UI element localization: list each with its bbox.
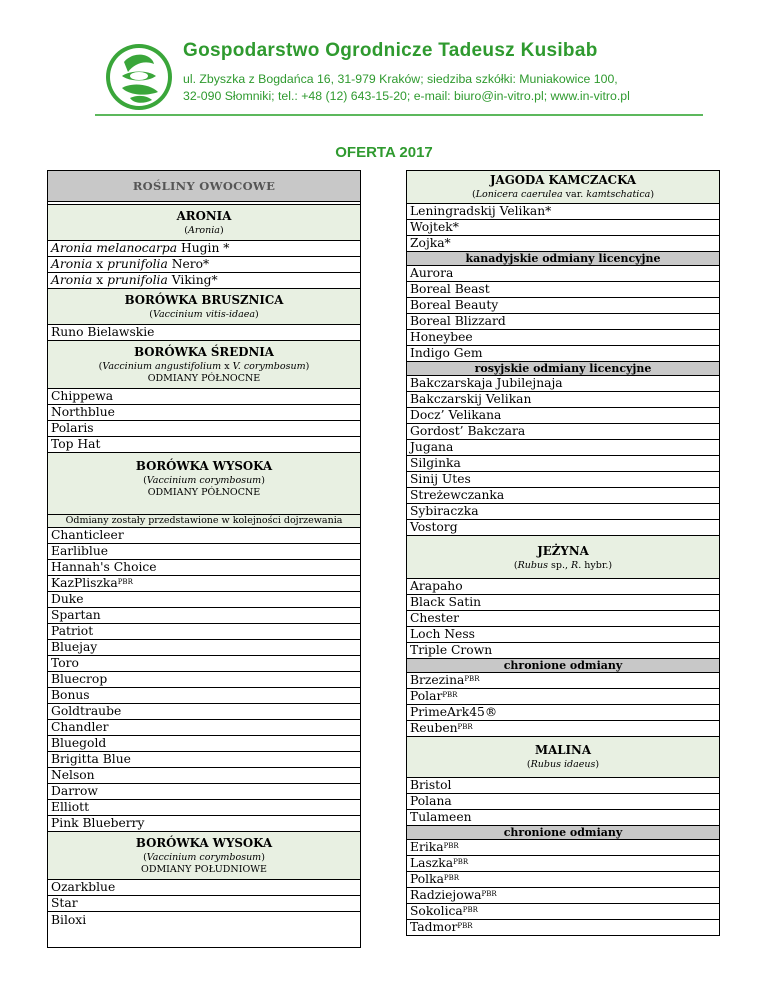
left-offer-table bbox=[47, 170, 361, 948]
list-item: Bristol bbox=[407, 778, 720, 794]
subheader-protected: chronione odmiany bbox=[407, 826, 720, 840]
list-item: Spartan bbox=[48, 608, 361, 624]
list-item: Toro bbox=[48, 656, 361, 672]
list-item: Leningradskij Velikan* bbox=[407, 204, 720, 220]
list-item: Aurora bbox=[407, 266, 720, 282]
list-item: Vostorg bbox=[407, 520, 720, 536]
list-item: Sybiraczka bbox=[407, 504, 720, 520]
list-item: Jugana bbox=[407, 440, 720, 456]
list-item: Honeybee bbox=[407, 330, 720, 346]
list-item: Chester bbox=[407, 611, 720, 627]
list-item: Chanticleer bbox=[48, 528, 361, 544]
list-item: Polaris bbox=[48, 421, 361, 437]
section-jezyna: JEŻYNA (Rubus sp., R. hybr.) bbox=[407, 536, 720, 579]
offer-title: OFERTA 2017 bbox=[335, 144, 433, 161]
list-item: Arapaho bbox=[407, 579, 720, 595]
list-item: PrimeArk45® bbox=[407, 705, 720, 721]
list-item: Aronia melanocarpa Hugin * bbox=[48, 241, 361, 257]
category-header: ROŚLINY OWOCOWE bbox=[48, 171, 361, 202]
list-item: Polka$^{PBR}$ bbox=[407, 872, 720, 888]
list-item: Polar$^{PBR}$ bbox=[407, 689, 720, 705]
list-item: Laszka$^{PBR}$ bbox=[407, 856, 720, 872]
list-item: Top Hat bbox=[48, 437, 361, 453]
list-item: Hannah's Choice bbox=[48, 560, 361, 576]
list-item: Elliott bbox=[48, 800, 361, 816]
list-item: Triple Crown bbox=[407, 643, 720, 659]
company-logo bbox=[104, 42, 174, 112]
header-divider bbox=[95, 114, 703, 116]
list-item: Zojka* bbox=[407, 236, 720, 252]
list-item: Northblue bbox=[48, 405, 361, 421]
list-item: Biloxi bbox=[48, 912, 361, 930]
list-item: Chandler bbox=[48, 720, 361, 736]
section-aronia: ARONIA (Aronia) bbox=[48, 205, 361, 241]
subheader-canadian: kanadyjskie odmiany licencyjne bbox=[407, 252, 720, 266]
section-borowka-brusznica: BORÓWKA BRUSZNICA (Vaccinium vitis-idaea) bbox=[48, 289, 361, 325]
list-item: Star bbox=[48, 896, 361, 912]
list-item: Darrow bbox=[48, 784, 361, 800]
list-item: Bluejay bbox=[48, 640, 361, 656]
list-item: Erika$^{PBR}$ bbox=[407, 840, 720, 856]
list-item: Sokolica$^{PBR}$ bbox=[407, 904, 720, 920]
list-item: KazPliszka$^{PBR}$ bbox=[48, 576, 361, 592]
ripening-order-note: Odmiany zostały przedstawione w kolejności dojrzewania bbox=[48, 515, 361, 528]
list-item: Brzezina$^{PBR}$ bbox=[407, 673, 720, 689]
list-item: Goldtraube bbox=[48, 704, 361, 720]
right-offer-table bbox=[406, 170, 720, 936]
list-item: Aronia x prunifolia Viking* bbox=[48, 273, 361, 289]
section-malina: MALINA (Rubus idaeus) bbox=[407, 737, 720, 778]
list-item: Streżewczanka bbox=[407, 488, 720, 504]
list-item: Bakczarskaja Jubilejnaja bbox=[407, 376, 720, 392]
list-item: Patriot bbox=[48, 624, 361, 640]
section-jagoda-kamczacka: JAGODA KAMCZACKA (Lonicera caerulea var. kamtschatica) bbox=[407, 171, 720, 204]
list-item: Bluegold bbox=[48, 736, 361, 752]
list-item: Black Satin bbox=[407, 595, 720, 611]
list-item: Docz’ Velikana bbox=[407, 408, 720, 424]
list-item: Aronia x prunifolia Nero* bbox=[48, 257, 361, 273]
list-item: Loch Ness bbox=[407, 627, 720, 643]
list-item: Radziejowa$^{PBR}$ bbox=[407, 888, 720, 904]
list-item: Earliblue bbox=[48, 544, 361, 560]
subheader-protected: chronione odmiany bbox=[407, 659, 720, 673]
list-item: Sinij Utes bbox=[407, 472, 720, 488]
list-item: Bonus bbox=[48, 688, 361, 704]
list-item: Tadmor$^{PBR}$ bbox=[407, 920, 720, 936]
company-address: ul. Zbyszka z Bogdańca 16, 31-979 Kraków; siedziba szkółki: Muniakowice 100, 32-090 Słomniki; tel.: +48 (12) 643-15-20; e-mail: biuro@in-vitro.pl; www.in-vitro.pl bbox=[183, 72, 630, 103]
list-item: Nelson bbox=[48, 768, 361, 784]
list-item: Pink Blueberry bbox=[48, 816, 361, 832]
list-item: Boreal Beauty bbox=[407, 298, 720, 314]
section-borowka-wysoka-polnocne: BORÓWKA WYSOKA (Vaccinium corymbosum) ODMIANY PÓŁNOCNE bbox=[48, 453, 361, 515]
section-borowka-srednia: BORÓWKA ŚREDNIA (Vaccinium angustifolium x V. corymbosum) ODMIANY PÓŁNOCNE bbox=[48, 341, 361, 389]
list-item: Duke bbox=[48, 592, 361, 608]
list-item: Boreal Beast bbox=[407, 282, 720, 298]
list-item: Silginka bbox=[407, 456, 720, 472]
list-item: Bluecrop bbox=[48, 672, 361, 688]
list-item: Wojtek* bbox=[407, 220, 720, 236]
list-item: Bakczarskij Velikan bbox=[407, 392, 720, 408]
list-item: Reuben$^{PBR}$ bbox=[407, 721, 720, 737]
company-name: Gospodarstwo Ogrodnicze Tadeusz Kusibab bbox=[183, 40, 598, 61]
list-item: Boreal Blizzard bbox=[407, 314, 720, 330]
section-borowka-wysoka-poludniowe: BORÓWKA WYSOKA (Vaccinium corymbosum) ODMIANY POŁUDNIOWE bbox=[48, 832, 361, 880]
list-item: Ozarkblue bbox=[48, 880, 361, 896]
list-item: Chippewa bbox=[48, 389, 361, 405]
list-item: Polana bbox=[407, 794, 720, 810]
list-item: Gordost’ Bakczara bbox=[407, 424, 720, 440]
list-item: Brigitta Blue bbox=[48, 752, 361, 768]
subheader-russian: rosyjskie odmiany licencyjne bbox=[407, 362, 720, 376]
list-item: Indigo Gem bbox=[407, 346, 720, 362]
list-item: Tulameen bbox=[407, 810, 720, 826]
list-item: Runo Bielawskie bbox=[48, 325, 361, 341]
